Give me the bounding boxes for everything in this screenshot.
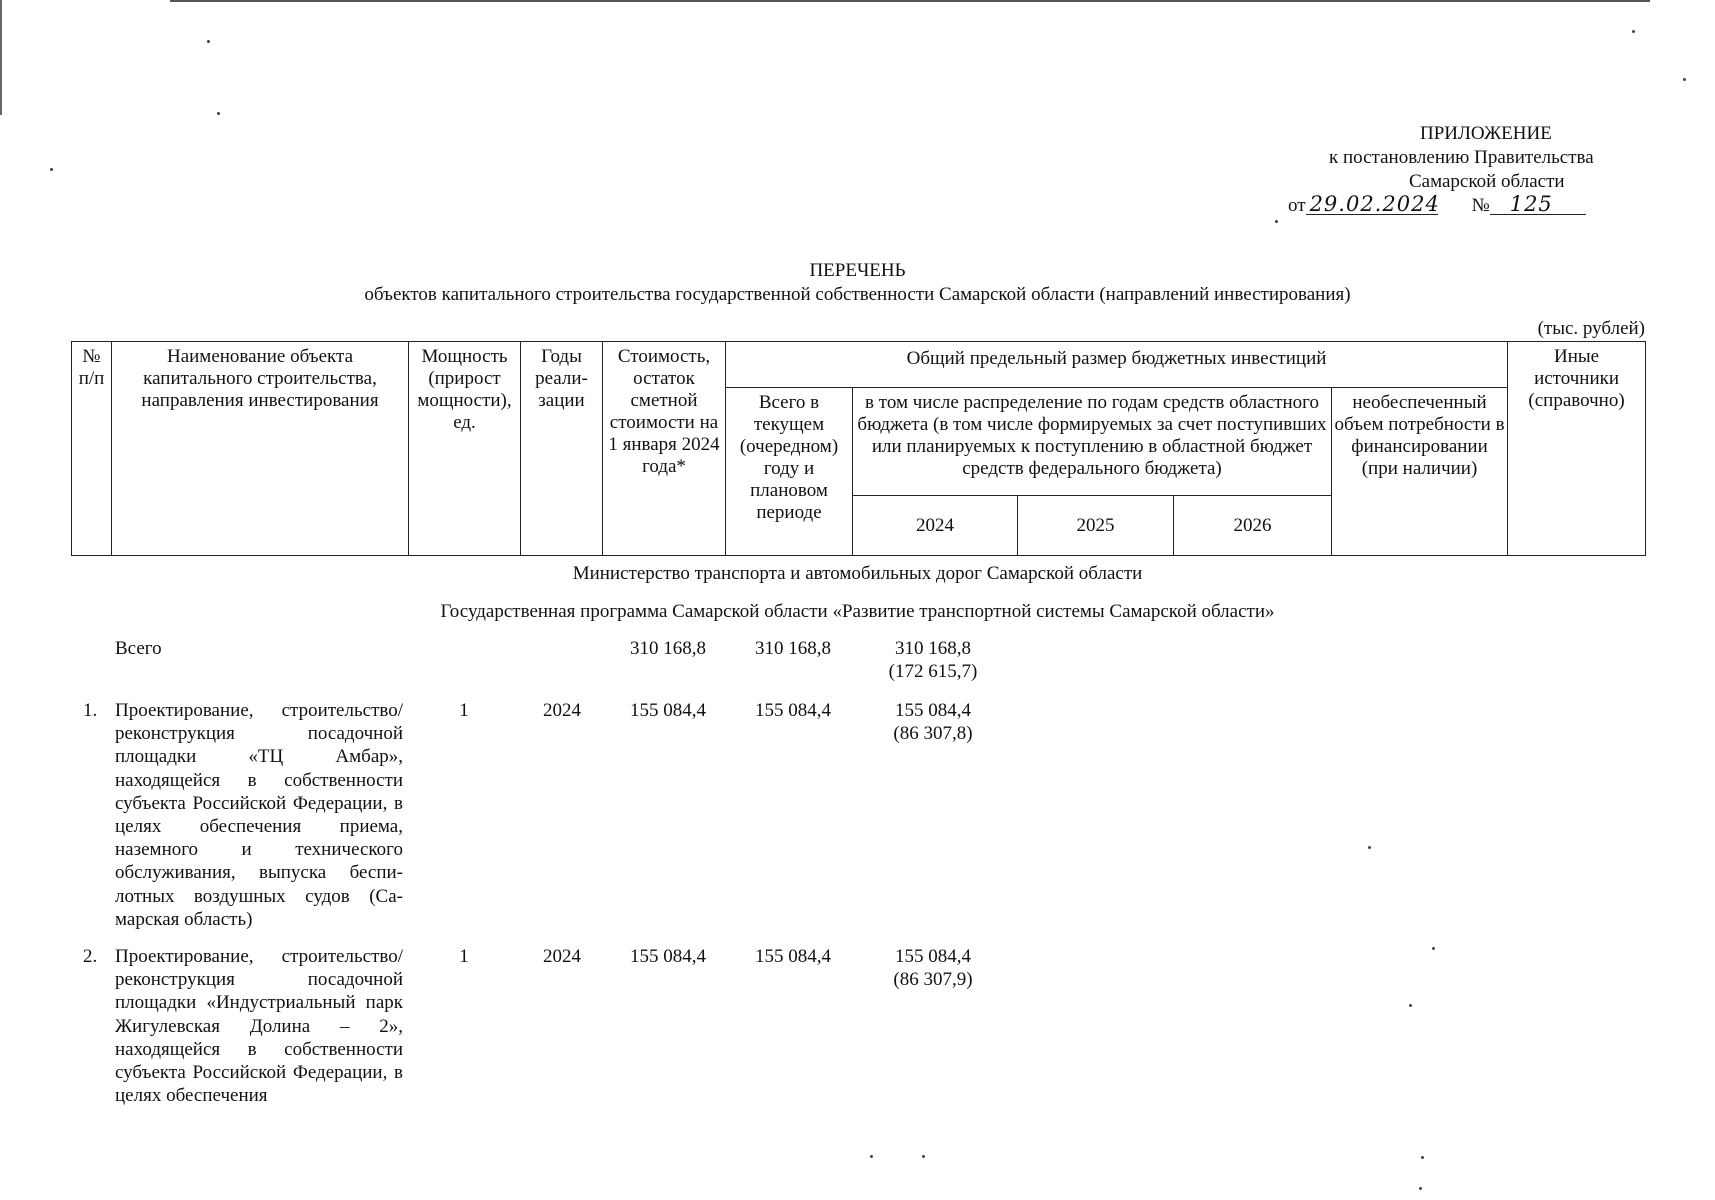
row-cost: 155 084,4 (630, 700, 706, 721)
scan-speck (1409, 1004, 1412, 1007)
scan-speck (1421, 1156, 1424, 1159)
row-object-name: Проектирование, строительство/реконструкция посадочной площадки «ТЦ Амбар», находящейся в собственности субъекта Российской Федерации, в целях обеспечения приема, наземного и технического обслуживания, выпуска беспилотных воздушных судов (Самарская область) (115, 700, 403, 930)
ministry-heading: Министерство транспорта и автомобильных дорог Самарской области (572, 563, 1143, 584)
scan-speck (1683, 78, 1686, 81)
handwritten-number: 125 (1490, 194, 1586, 215)
appendix-title: ПРИЛОЖЕНИЕ (1420, 123, 1552, 144)
row-2024-federal: (86 307,9) (893, 969, 973, 990)
row-cost: 155 084,4 (630, 946, 706, 967)
scan-speck (1275, 220, 1278, 223)
row-number: 1. (83, 700, 98, 721)
program-heading: Государственная программа Самарской области «Развитие транспортной системы Самарской области» (440, 601, 1275, 622)
scan-speck (207, 40, 210, 43)
total-2024: 310 168,8 (895, 638, 971, 659)
row-object-name: Проектирование, строительство/реконструкция посадочной площадки «Индустриальный парк Жигулевская Долина – 2», находящейся в собственности субъекта Российской Федерации, в целях обеспечения (115, 946, 403, 1107)
header-years: Годы реали- зации (521, 342, 603, 556)
header-num: № п/п (72, 342, 112, 556)
row-2024: 155 084,4 (895, 946, 971, 967)
header-capacity: Мощность (прирост мощности), ед. (409, 342, 521, 556)
scan-speck (1419, 1187, 1422, 1190)
row-total: 155 084,4 (755, 946, 831, 967)
appendix-block (1290, 122, 1610, 218)
scan-edge-left (0, 0, 2, 115)
header-table (71, 341, 1646, 556)
header-name: Наименование объекта капитального строительства, направления инвестирования (112, 342, 409, 556)
total-label: Всего (115, 638, 162, 659)
scan-speck (1632, 30, 1635, 33)
header-cost: Стоимость, остаток сметной стоимости на 1 января 2024 года* (603, 342, 726, 556)
total-cost: 310 168,8 (630, 638, 706, 659)
row-number: 2. (83, 946, 98, 967)
scan-speck (1368, 846, 1371, 849)
number-label: № (1471, 195, 1490, 216)
header-unfunded: необеспеченный объем потребности в финансировании (при наличии) (1332, 388, 1508, 556)
total-2024-federal: (172 615,7) (888, 661, 978, 682)
scan-speck (870, 1155, 873, 1158)
scan-speck (922, 1155, 925, 1158)
row-capacity: 1 (459, 700, 469, 721)
scan-speck (217, 112, 220, 115)
appendix-resolution-line: к постановлению Правительства (1329, 147, 1594, 168)
header-total-period: Всего в текущем (очередном) году и плановом периоде (726, 388, 853, 556)
scan-speck (1432, 947, 1435, 950)
header-other-sources: Иные источники (справочно) (1508, 342, 1646, 556)
document-subtitle: объектов капитального строительства государственной собственности Самарской области (направлений инвестирования) (364, 284, 1351, 305)
units-label: (тыс. рублей) (1537, 318, 1645, 339)
header-year-2026: 2026 (1174, 496, 1332, 556)
appendix-region-line: Самарской области (1409, 171, 1565, 192)
scan-speck (50, 168, 53, 171)
appendix-date-line (1288, 194, 1610, 218)
row-total: 155 084,4 (755, 700, 831, 721)
header-total-investment: Общий предельный размер бюджетных инвестиций (726, 342, 1508, 388)
row-2024-federal: (86 307,8) (893, 723, 973, 744)
row-years: 2024 (543, 700, 581, 721)
scan-edge-top (170, 0, 1650, 2)
header-year-2024: 2024 (853, 496, 1018, 556)
total-period-sum: 310 168,8 (755, 638, 831, 659)
header-year-2025: 2025 (1018, 496, 1174, 556)
document-title: ПЕРЕЧЕНЬ (809, 260, 906, 281)
row-capacity: 1 (459, 946, 469, 967)
handwritten-date: 29.02.2024 (1306, 194, 1438, 215)
date-prefix: от (1288, 195, 1306, 216)
row-2024: 155 084,4 (895, 700, 971, 721)
header-by-years: в том числе распределение по годам средств областного бюджета (в том числе формируемых за счет поступивших или планируемых к поступлению в областной бюджет средств федерального бюджета) (853, 388, 1332, 496)
row-years: 2024 (543, 946, 581, 967)
